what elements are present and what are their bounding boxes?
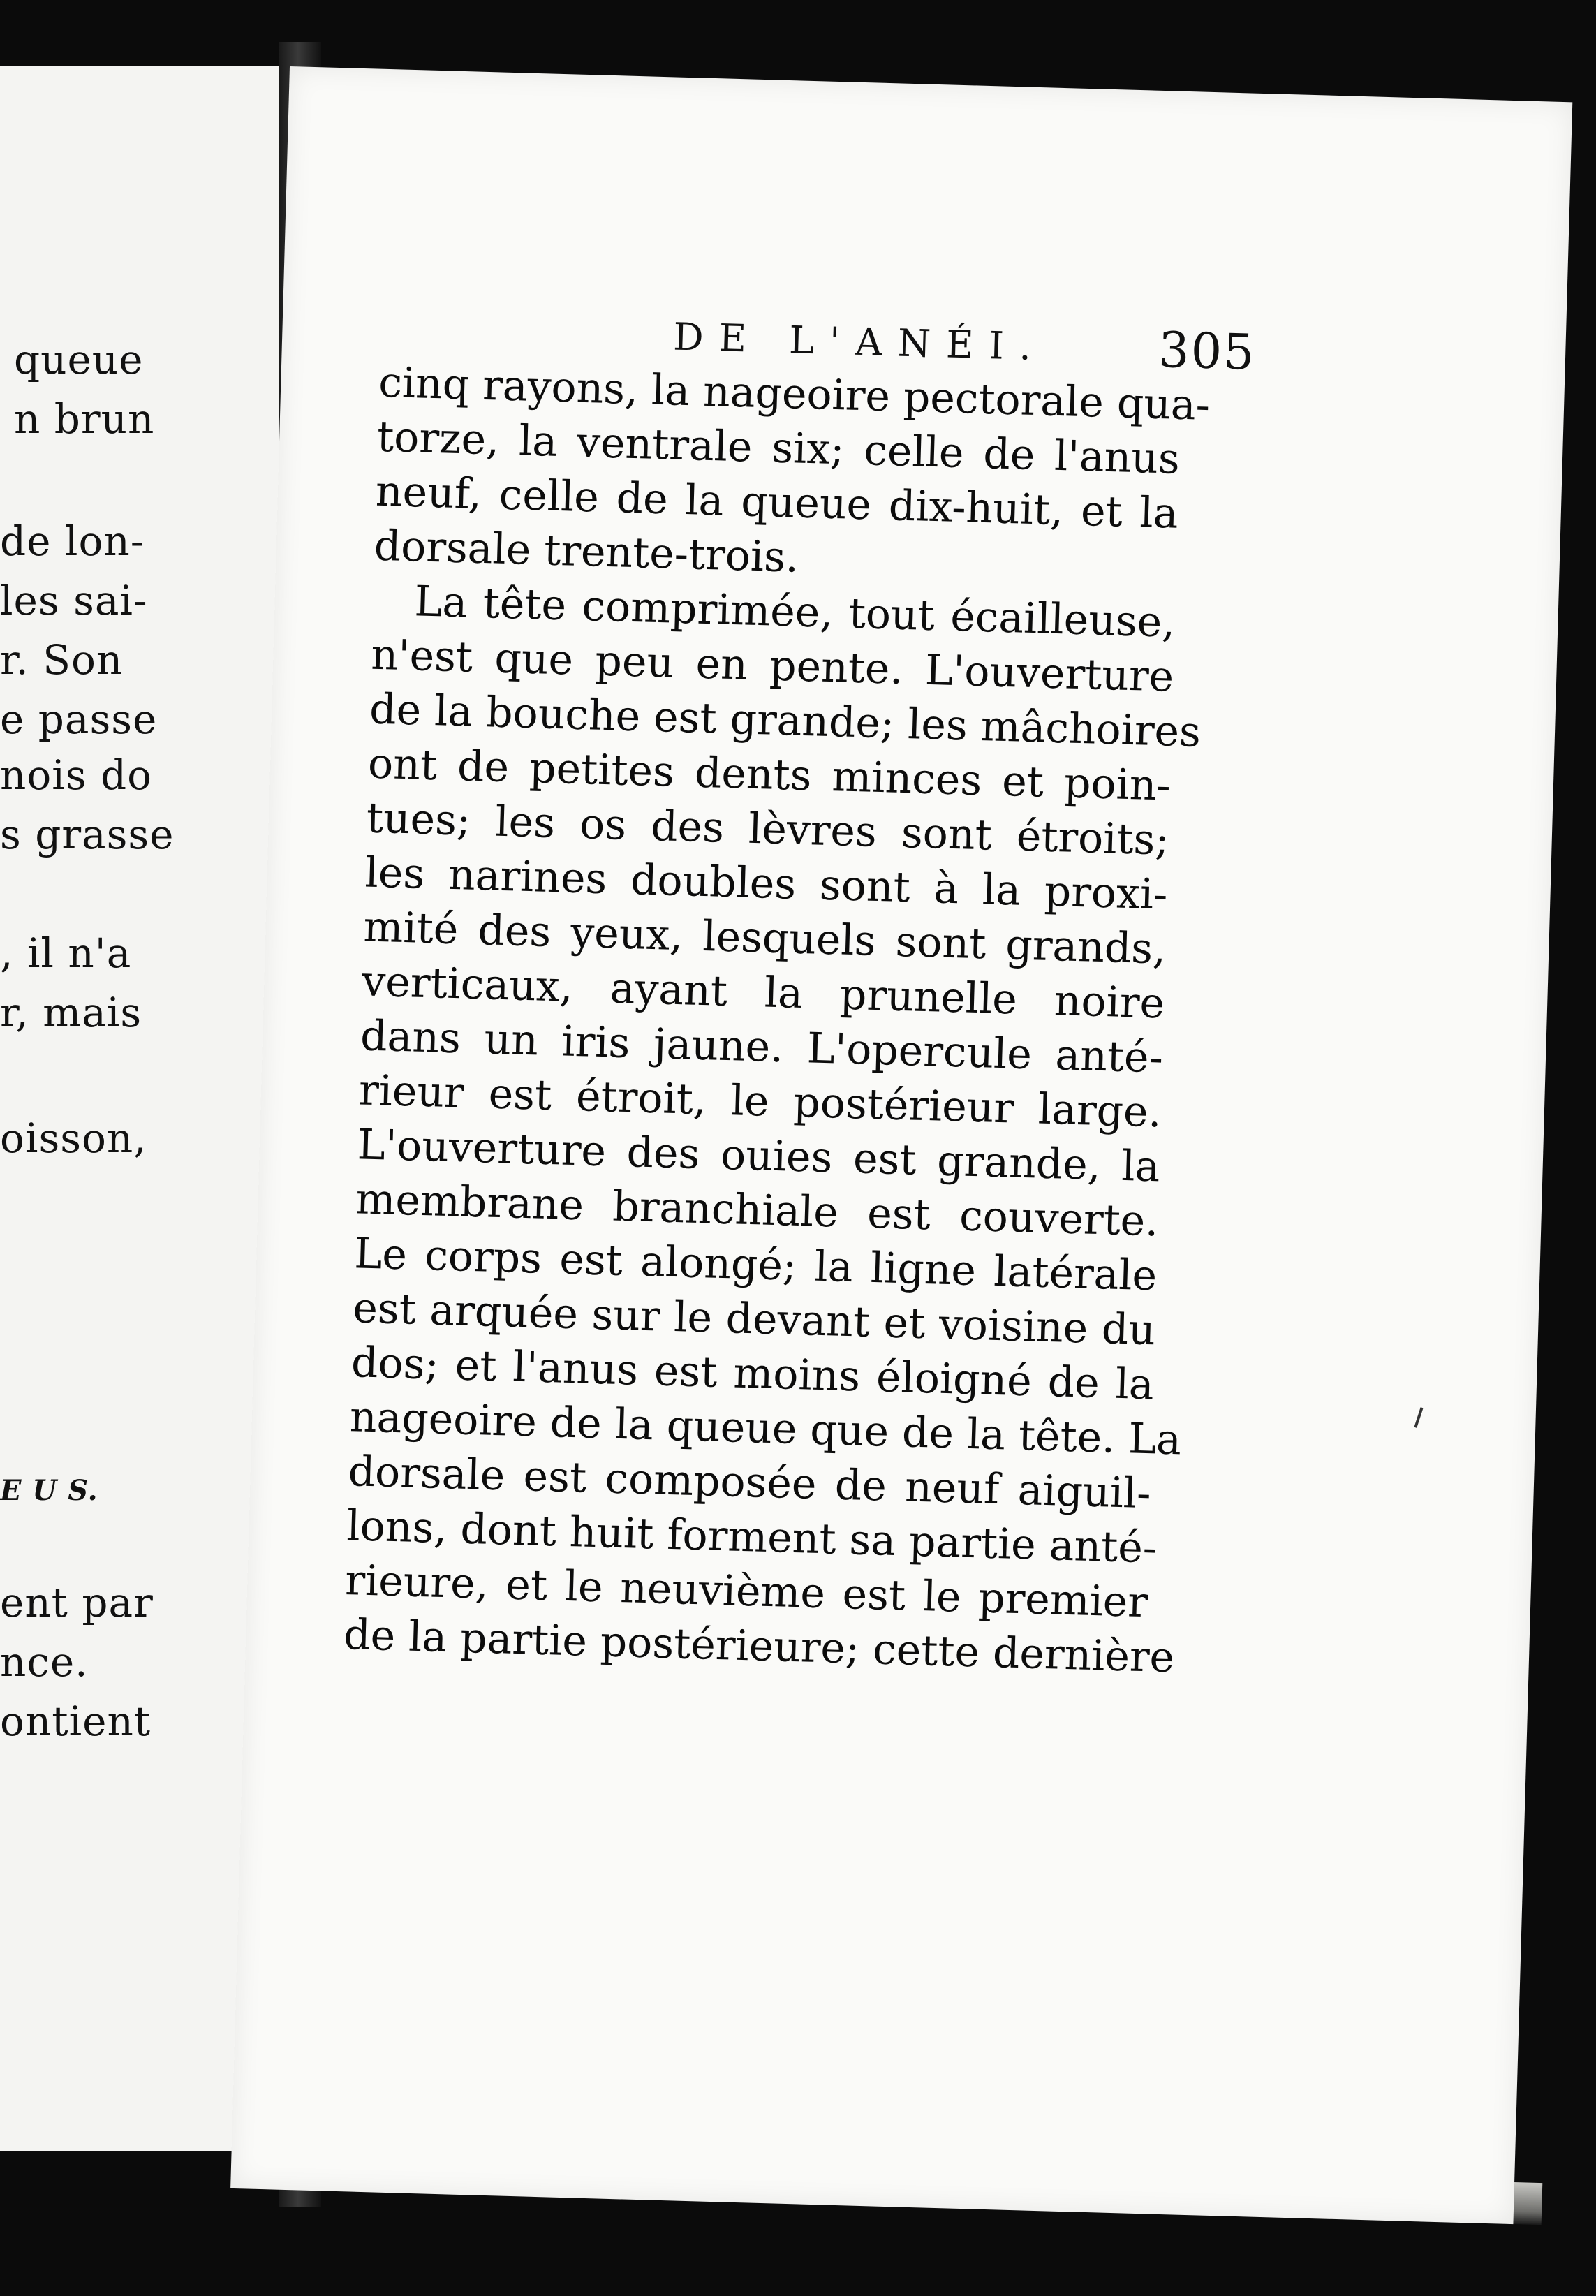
text-line: est arquée sur le devant et voisine du [352,1283,1156,1355]
text-line: tues; les os des lèvres sont étroits; [366,793,1170,865]
left-line: nce. [0,1638,89,1686]
text-line: dos; et l'anus est moins éloigné de la [350,1338,1155,1410]
text-line: dorsale est composée de neuf aiguil- [347,1447,1152,1519]
text-line: La tête comprimée, tout écailleuse, [413,577,1176,647]
left-line: nois do [0,751,153,799]
text-line: mité des yeux, lesquels sont grands, [362,902,1167,974]
text-line: torze, la ventrale six; celle de l'anus [376,412,1181,484]
text-line: cinq rayons, la nageoire pectorale qua- [378,358,1211,430]
text-line: dans un iris jaune. L'opercule anté- [360,1011,1164,1083]
text-line: rieure, et le neuvième est le premier [344,1556,1149,1628]
left-line: n brun [14,395,155,443]
left-line: s grasse [0,811,175,858]
text-line: membrane branchiale est couverte. [355,1175,1160,1246]
left-line: , il n'a [0,929,132,977]
text-line: neuf, celle de la queue dix-huit, et la [375,466,1179,538]
page-number: 305 [1158,321,1257,381]
left-line: oisson, [0,1114,147,1162]
left-line: r, mais [0,989,142,1036]
running-head: DE L'ANÉI. [672,314,1047,369]
left-line: de lon- [0,517,145,565]
text-line: L'ouverture des ouies est grande, la [356,1120,1161,1192]
left-line: queue [14,336,144,383]
text-line: de la bouche est grande; les mâchoires [369,684,1202,757]
text-line: les narines doubles sont à la proxi- [364,848,1169,920]
text-line: lons, dont huit forment sa partie anté- [346,1501,1158,1573]
right-page [230,66,1572,2224]
text-line: n'est que peu en pente. L'ouverture [370,630,1175,702]
text-line: rieur est étroit, le postérieur large. [358,1066,1162,1138]
left-line: E U S. [0,1474,98,1507]
text-line: verticaux, ayant la prunelle noire [361,957,1165,1029]
text-line: ont de petites dents minces et poin- [367,739,1172,811]
left-line: ent par [0,1579,154,1626]
left-line: les sai- [0,577,148,624]
left-line: ontient [0,1698,152,1745]
text-line: de la partie postérieure; cette dernière [343,1610,1176,1683]
text-line: dorsale trente-trois. [373,521,799,582]
text-line: nageoire de la queue que de la tête. La [349,1392,1182,1465]
left-line: e passe [0,696,158,743]
text-line: Le corps est alongé; la ligne latérale [353,1229,1158,1301]
left-line: r. Son [0,636,124,684]
